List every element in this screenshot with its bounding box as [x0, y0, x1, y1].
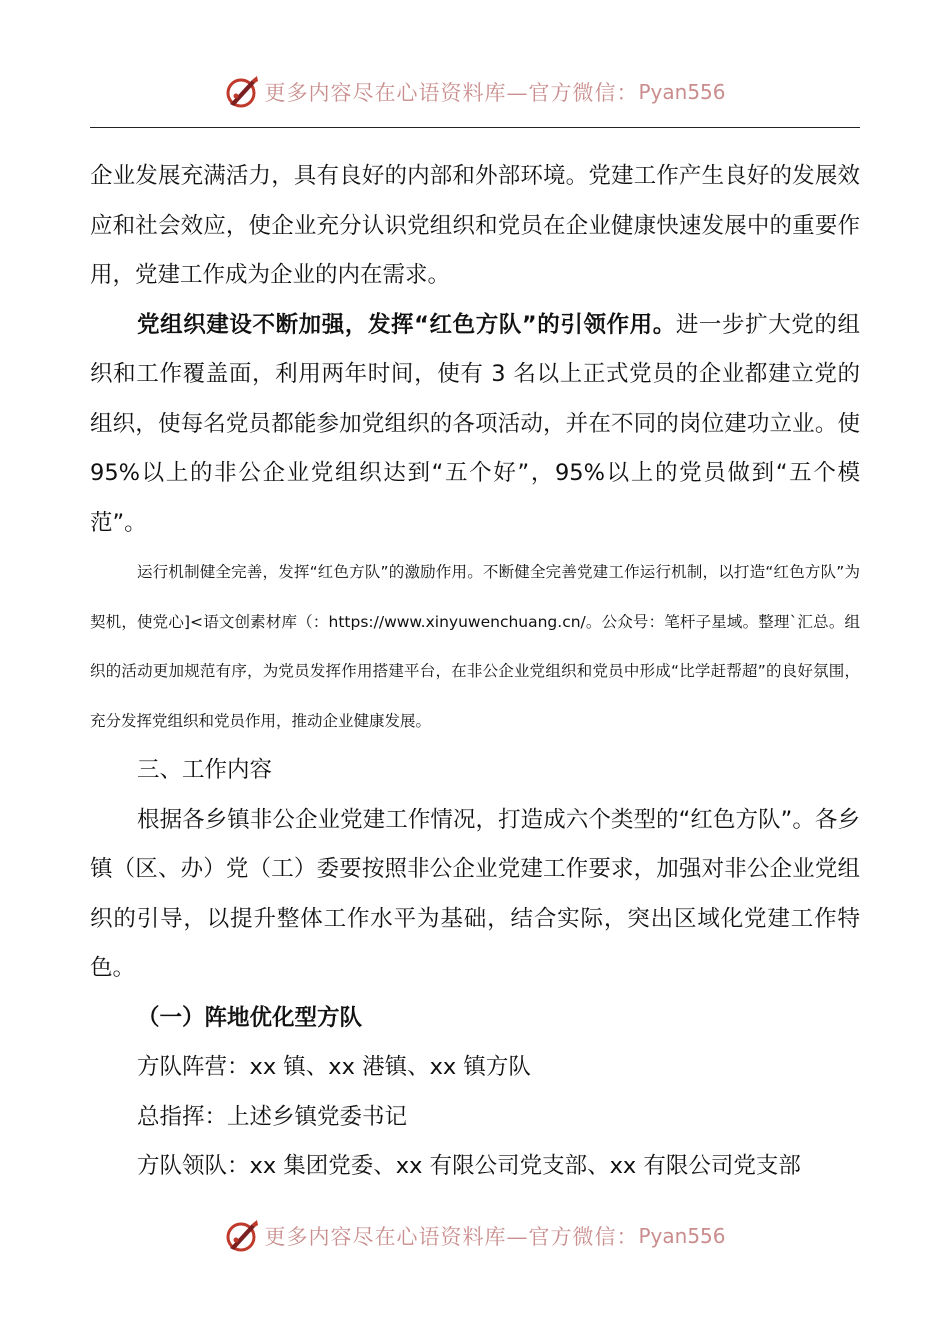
- page-header: [0, 70, 950, 114]
- paragraph-2-text: 进一步扩大党的组织和工作覆盖面，利用两年时间，使有 3 名以上正式党员的企业都建立党的组织，使每名党员都能参加党组织的各项活动，并在不同的岗位建功立业。使 95%以上的非公企业党组织达到“五个好”，95%以上的党员做到“五个模范”。: [90, 311, 860, 536]
- page-footer: [0, 1214, 950, 1258]
- line-leaders: 方队领队：xx 集团党委、xx 有限公司党支部、xx 有限公司党支部: [137, 1153, 801, 1179]
- paragraph-2: [90, 301, 860, 549]
- header-divider: [90, 127, 860, 128]
- paragraph-3: 运行机制健全完善，发挥“红色方队”的激励作用。不断健全完善党建工作运行机制，以打造“红色方队”为契机，使党心]<语文创素材库（：https://www.xinyuwenchuang.cn/。公众号：笔杆子星域。整理`汇总。组织的活动更加规范有序，为党员发挥作用搭建平台，在非公企业党组织和党员中形成“比学赶帮超”的良好氛围，充分发挥党组织和党员作用，推动企业健康发展。: [90, 563, 860, 730]
- paragraph-2-lead: 党组织建设不断加强，发挥“红色方队”的引领作用。: [137, 311, 676, 338]
- footer-banner: [224, 1218, 725, 1254]
- section-3-heading: 三、工作内容: [137, 757, 273, 783]
- paragraph-4: 根据各乡镇非公企业党建工作情况，打造成六个类型的“红色方队”。各乡镇（区、办）党（工）委要按照非公企业党建工作要求，加强对非公企业党组织的引导，以提升整体工作水平为基础，结合实际，突出区域化党建工作特色。: [90, 806, 860, 981]
- footer-banner-wechat-id: Pyan556: [638, 1224, 726, 1248]
- footer-banner-text: 更多内容尽在心语资料库—官方微信：: [264, 1225, 639, 1249]
- paragraph-1: 企业发展充满活力，具有良好的内部和外部环境。党建工作产生良好的发展效应和社会效应，使企业充分认识党组织和党员在企业健康快速发展中的重要作用，党建工作成为企业的内在需求。: [90, 163, 860, 288]
- line-camp: 方队阵营：xx 镇、xx 港镇、xx 镇方队: [137, 1054, 531, 1080]
- header-banner-text: 更多内容尽在心语资料库—官方微信：: [264, 81, 639, 105]
- header-banner: [224, 74, 725, 110]
- subsection-1-heading: （一）阵地优化型方队: [137, 1004, 363, 1031]
- pen-logo-icon: [224, 74, 260, 110]
- pen-logo-icon: [224, 1218, 260, 1254]
- document-body: [90, 152, 860, 1192]
- line-commander: 总指挥：上述乡镇党委书记: [137, 1103, 408, 1130]
- header-banner-wechat-id: Pyan556: [638, 80, 726, 104]
